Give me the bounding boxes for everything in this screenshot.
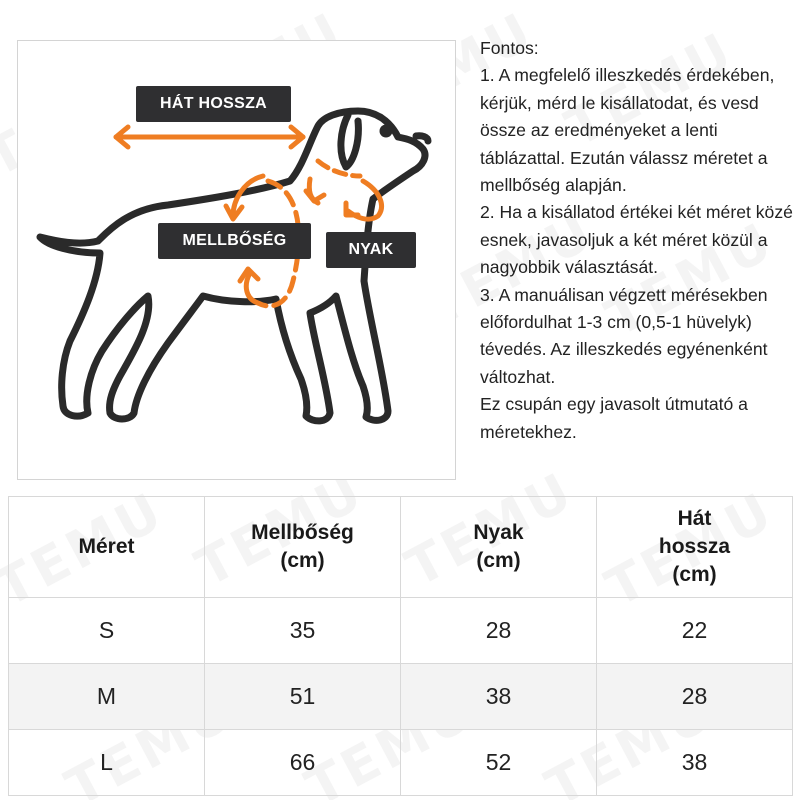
cell-back-length: 22 bbox=[597, 598, 793, 664]
table-row bbox=[9, 598, 793, 664]
chest-label: MELLBŐSÉG bbox=[158, 223, 311, 259]
cell-neck: 38 bbox=[401, 664, 597, 730]
header-back-length: Hát hossza (cm) bbox=[597, 497, 793, 598]
cell-size: S bbox=[9, 598, 205, 664]
cell-neck: 52 bbox=[401, 730, 597, 796]
size-chart-table bbox=[8, 496, 793, 796]
cell-chest: 66 bbox=[205, 730, 401, 796]
measurement-diagram bbox=[17, 40, 456, 480]
cell-back-length: 38 bbox=[597, 730, 793, 796]
instructions-text bbox=[480, 35, 798, 446]
table-row bbox=[9, 730, 793, 796]
header-chest: Mellbőség (cm) bbox=[205, 497, 401, 598]
cell-chest: 35 bbox=[205, 598, 401, 664]
notes-heading: Fontos: bbox=[480, 38, 539, 58]
back-length-label: HÁT HOSSZA bbox=[136, 86, 291, 122]
neck-label: NYAK bbox=[326, 232, 416, 268]
note-footer: Ez csupán egy javasolt útmutató a méretekhez. bbox=[480, 394, 748, 442]
note-3: 3. A manuálisan végzett mérésekben előfordulhat 1-3 cm (0,5-1 hüvelyk) tévedés. Az illeszkedés egyénenként változhat. bbox=[480, 284, 768, 387]
note-1: 1. A megfelelő illeszkedés érdekében, kérjük, mérd le kisállatodat, és vesd össze az eredményeket a lenti táblázattal. Ezután válassz méretet a mellbőség alapján. bbox=[480, 65, 775, 196]
cell-chest: 51 bbox=[205, 664, 401, 730]
header-neck: Nyak (cm) bbox=[401, 497, 597, 598]
cell-size: M bbox=[9, 664, 205, 730]
note-2: 2. Ha a kisállatod értékei két méret közé esnek, javasoljuk a két méret közül a nagyobbik választását. bbox=[480, 202, 793, 278]
cell-back-length: 28 bbox=[597, 664, 793, 730]
cell-size: L bbox=[9, 730, 205, 796]
header-size: Méret bbox=[9, 497, 205, 598]
cell-neck: 28 bbox=[401, 598, 597, 664]
table-header-row bbox=[9, 497, 793, 598]
table-row bbox=[9, 664, 793, 730]
